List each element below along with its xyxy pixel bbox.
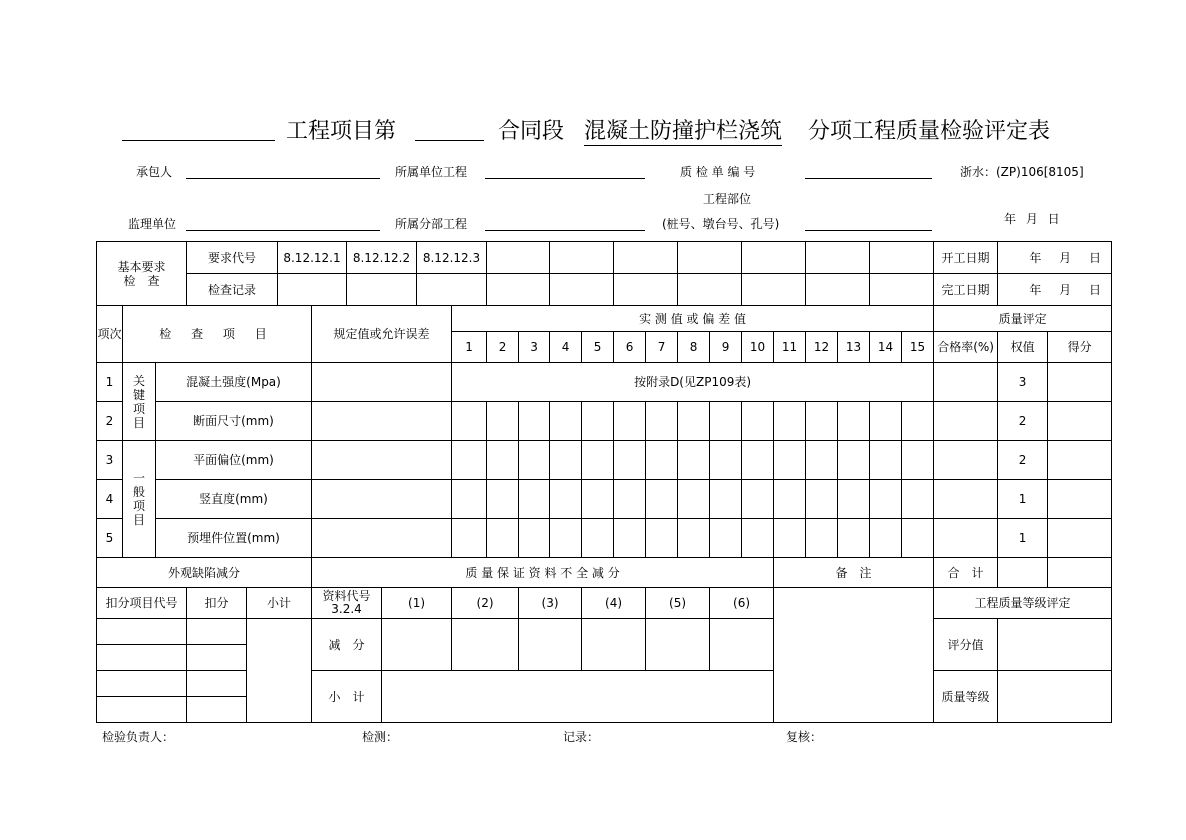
end-date-value[interactable]: 年 月 日 xyxy=(998,274,1112,306)
item-name: 平面偏位(mm) xyxy=(156,441,312,480)
table-row xyxy=(97,363,1112,402)
code-cell[interactable] xyxy=(614,242,678,274)
spec-cell[interactable] xyxy=(312,363,452,402)
measured-cell[interactable] xyxy=(614,519,646,558)
weight-value: 1 xyxy=(998,519,1048,558)
reduce-cell[interactable] xyxy=(382,619,452,671)
footer-review: 复核： xyxy=(786,730,823,744)
measured-cell[interactable] xyxy=(806,519,838,558)
measured-cell[interactable] xyxy=(452,402,487,441)
code-label: 要求代号 xyxy=(187,242,278,274)
score-value-cell[interactable] xyxy=(998,619,1112,671)
deduct-cell[interactable] xyxy=(187,697,247,723)
key-items-group: 关键项目 xyxy=(123,363,156,441)
pass-rate-header: 合格率(%) xyxy=(934,332,998,363)
measured-cell[interactable] xyxy=(838,480,870,519)
measured-cell[interactable] xyxy=(452,480,487,519)
spec-cell[interactable] xyxy=(312,441,452,480)
deduct-code-cell[interactable] xyxy=(97,671,187,697)
subtotal-cell[interactable] xyxy=(247,619,312,723)
measured-cell[interactable] xyxy=(902,519,934,558)
measured-cell[interactable] xyxy=(678,480,710,519)
measured-cell[interactable] xyxy=(487,402,519,441)
remark-cell[interactable] xyxy=(774,588,934,723)
weight-value: 3 xyxy=(998,363,1048,402)
measured-cell[interactable] xyxy=(774,480,806,519)
measured-cell[interactable] xyxy=(710,480,742,519)
row-number: 2 xyxy=(97,402,123,441)
record-cell[interactable] xyxy=(487,274,550,306)
general-items-group: 一般项目 xyxy=(123,441,156,558)
score-cell[interactable] xyxy=(1048,519,1112,558)
inspection-items-table xyxy=(96,305,1112,558)
doc-col-4: (4) xyxy=(582,588,646,619)
title-project: 混凝土防撞护栏浇筑 xyxy=(584,114,782,146)
measured-note: 按附录D(见ZP109表) xyxy=(452,363,934,402)
weight-header: 权值 xyxy=(998,332,1048,363)
measured-cell[interactable] xyxy=(870,480,902,519)
measured-cell[interactable] xyxy=(838,402,870,441)
measured-cell[interactable] xyxy=(774,441,806,480)
measured-cell[interactable] xyxy=(902,402,934,441)
measured-cell[interactable] xyxy=(870,519,902,558)
measured-cell[interactable] xyxy=(487,441,519,480)
measured-cell[interactable] xyxy=(614,480,646,519)
reduce-cell[interactable] xyxy=(519,619,582,671)
measured-cell[interactable] xyxy=(710,519,742,558)
total-label: 合 计 xyxy=(934,558,998,588)
doc-col-2: (2) xyxy=(452,588,519,619)
measure-col-10: 10 xyxy=(742,332,774,363)
measured-cell[interactable] xyxy=(710,402,742,441)
remark-header: 备 注 xyxy=(774,558,934,588)
weight-value: 1 xyxy=(998,480,1048,519)
title-part1: 工程项目第 xyxy=(286,119,397,144)
measure-col-14: 14 xyxy=(870,332,902,363)
measured-cell[interactable] xyxy=(774,519,806,558)
measure-col-3: 3 xyxy=(519,332,550,363)
division-label: 所属分部工程 xyxy=(395,217,468,231)
measured-cell[interactable] xyxy=(487,519,519,558)
measured-cell[interactable] xyxy=(870,402,902,441)
record-cell[interactable] xyxy=(347,274,417,306)
measured-cell[interactable] xyxy=(550,402,582,441)
record-cell[interactable] xyxy=(417,274,487,306)
score-cell[interactable] xyxy=(1048,480,1112,519)
spec-header: 规定值或允许误差 xyxy=(312,306,452,363)
table-row xyxy=(97,519,1112,558)
code-cell[interactable] xyxy=(487,242,550,274)
subtotal-header: 小计 xyxy=(247,588,312,619)
qa-deduction-header: 质 量 保 证 资 料 不 全 减 分 xyxy=(312,558,774,588)
grade-label: 质量等级 xyxy=(934,671,998,723)
measured-cell[interactable] xyxy=(806,402,838,441)
row-number: 5 xyxy=(97,519,123,558)
record-cell[interactable] xyxy=(742,274,806,306)
item-name: 混凝土强度(Mpa) xyxy=(156,363,312,402)
measured-cell[interactable] xyxy=(582,402,614,441)
record-cell[interactable] xyxy=(278,274,347,306)
measured-header: 实 测 值 或 偏 差 值 xyxy=(452,306,934,332)
measure-col-12: 12 xyxy=(806,332,838,363)
footer-inspect: 检测： xyxy=(362,730,399,744)
deduct-cell[interactable] xyxy=(187,671,247,697)
measure-col-5: 5 xyxy=(582,332,614,363)
measure-col-2: 2 xyxy=(487,332,519,363)
measured-cell[interactable] xyxy=(614,441,646,480)
measure-col-1: 1 xyxy=(452,332,487,363)
code-3: 8.12.12.3 xyxy=(417,242,487,274)
weight-value: 2 xyxy=(998,441,1048,480)
pass-rate-cell[interactable] xyxy=(934,402,998,441)
doc-code-header: 资料代号 3.2.4 xyxy=(312,588,382,619)
contractor-label: 承包人 xyxy=(136,165,173,179)
measured-cell[interactable] xyxy=(452,441,487,480)
measure-col-6: 6 xyxy=(614,332,646,363)
deduct-cell[interactable] xyxy=(187,619,247,645)
measured-cell[interactable] xyxy=(742,402,774,441)
measured-cell[interactable] xyxy=(806,480,838,519)
title-part2: 合同段 xyxy=(498,119,565,144)
measured-cell[interactable] xyxy=(678,402,710,441)
deduct-code-header: 扣分项目代号 xyxy=(97,588,187,619)
reduce-cell[interactable] xyxy=(452,619,519,671)
measured-cell[interactable] xyxy=(550,519,582,558)
score-cell[interactable] xyxy=(1048,363,1112,402)
measured-cell[interactable] xyxy=(742,519,774,558)
seq-header: 项次 xyxy=(97,306,123,363)
pass-rate-cell[interactable] xyxy=(934,363,998,402)
spec-cell[interactable] xyxy=(312,480,452,519)
measured-cell[interactable] xyxy=(519,519,550,558)
total-cell[interactable] xyxy=(1048,558,1112,588)
code-cell[interactable] xyxy=(550,242,614,274)
code-cell[interactable] xyxy=(806,242,870,274)
measured-cell[interactable] xyxy=(806,441,838,480)
appearance-deduction-header: 外观缺陷减分 xyxy=(97,558,312,588)
measure-col-7: 7 xyxy=(646,332,678,363)
doc-col-5: (5) xyxy=(646,588,710,619)
reduce-label: 减 分 xyxy=(312,619,382,671)
measured-cell[interactable] xyxy=(646,441,678,480)
measured-cell[interactable] xyxy=(870,441,902,480)
unit-project-label: 所属单位工程 xyxy=(395,165,468,179)
measure-col-13: 13 xyxy=(838,332,870,363)
weight-value: 2 xyxy=(998,402,1048,441)
title-part3: 分项工程质量检验评定表 xyxy=(808,119,1051,144)
spec-cell[interactable] xyxy=(312,402,452,441)
measured-cell[interactable] xyxy=(582,480,614,519)
row-number: 1 xyxy=(97,363,123,402)
measured-cell[interactable] xyxy=(742,441,774,480)
deduction-table xyxy=(96,557,1112,723)
measured-cell[interactable] xyxy=(742,480,774,519)
measure-col-15: 15 xyxy=(902,332,934,363)
measured-cell[interactable] xyxy=(902,441,934,480)
row-number: 4 xyxy=(97,480,123,519)
measured-cell[interactable] xyxy=(646,519,678,558)
measured-cell[interactable] xyxy=(838,519,870,558)
measured-cell[interactable] xyxy=(614,402,646,441)
score-header: 得分 xyxy=(1048,332,1112,363)
reduce-cell[interactable] xyxy=(710,619,774,671)
measured-cell[interactable] xyxy=(678,441,710,480)
measured-cell[interactable] xyxy=(550,480,582,519)
footer-record: 记录： xyxy=(563,730,600,744)
record-label: 检查记录 xyxy=(187,274,278,306)
measure-col-8: 8 xyxy=(678,332,710,363)
measured-cell[interactable] xyxy=(487,480,519,519)
table-row xyxy=(97,402,1112,441)
blank-contract-section[interactable] xyxy=(415,140,484,141)
measured-cell[interactable] xyxy=(519,480,550,519)
record-cell[interactable] xyxy=(614,274,678,306)
measured-cell[interactable] xyxy=(452,519,487,558)
end-date-label: 完工日期 xyxy=(934,274,998,306)
footer-responsible: 检验负责人： xyxy=(102,730,175,744)
sub-cell[interactable] xyxy=(382,671,774,723)
measure-col-4: 4 xyxy=(550,332,582,363)
doc-col-6: (6) xyxy=(710,588,774,619)
measured-cell[interactable] xyxy=(678,519,710,558)
unit-project-field[interactable] xyxy=(485,178,645,179)
location-sub-label: (桩号、墩台号、孔号) xyxy=(662,217,780,231)
doc-col-1: (1) xyxy=(382,588,452,619)
record-cell[interactable] xyxy=(678,274,742,306)
code-cell[interactable] xyxy=(678,242,742,274)
reduce-cell[interactable] xyxy=(646,619,710,671)
contractor-field[interactable] xyxy=(186,178,380,179)
measured-cell[interactable] xyxy=(582,441,614,480)
basic-check-label: 基本要求 检 查 xyxy=(97,242,187,306)
start-date-label: 开工日期 xyxy=(934,242,998,274)
pass-rate-cell[interactable] xyxy=(934,441,998,480)
deduct-header: 扣分 xyxy=(187,588,247,619)
form-code: 浙水：(ZP)106[8105] xyxy=(960,165,1084,179)
deduct-cell[interactable] xyxy=(187,645,247,671)
measured-cell[interactable] xyxy=(582,519,614,558)
item-header: 检 查 项 目 xyxy=(123,306,312,363)
grade-cell[interactable] xyxy=(998,671,1112,723)
score-cell[interactable] xyxy=(1048,402,1112,441)
code-2: 8.12.12.2 xyxy=(347,242,417,274)
reduce-cell[interactable] xyxy=(582,619,646,671)
division-field[interactable] xyxy=(485,230,645,231)
measured-cell[interactable] xyxy=(838,441,870,480)
code-cell[interactable] xyxy=(742,242,806,274)
measured-cell[interactable] xyxy=(519,402,550,441)
measured-cell[interactable] xyxy=(550,441,582,480)
score-cell[interactable] xyxy=(1048,441,1112,480)
code-cell[interactable] xyxy=(870,242,934,274)
measured-cell[interactable] xyxy=(519,441,550,480)
record-cell[interactable] xyxy=(870,274,934,306)
measured-cell[interactable] xyxy=(646,480,678,519)
item-name: 断面尺寸(mm) xyxy=(156,402,312,441)
measure-col-9: 9 xyxy=(710,332,742,363)
blank-project-name[interactable] xyxy=(122,140,275,141)
measured-cell[interactable] xyxy=(646,402,678,441)
basic-requirements-table xyxy=(96,241,1112,306)
item-name: 竖直度(mm) xyxy=(156,480,312,519)
pass-rate-cell[interactable] xyxy=(934,480,998,519)
quality-header: 质量评定 xyxy=(934,306,1112,332)
grade-eval-header: 工程质量等级评定 xyxy=(934,588,1112,619)
sub-label: 小 计 xyxy=(312,671,382,723)
inspection-no-field[interactable] xyxy=(805,178,932,179)
location-label: 工程部位 xyxy=(703,192,752,206)
deduct-code-cell[interactable] xyxy=(97,645,187,671)
deduct-code-cell[interactable] xyxy=(97,619,187,645)
record-cell[interactable] xyxy=(550,274,614,306)
item-name: 预埋件位置(mm) xyxy=(156,519,312,558)
measured-cell[interactable] xyxy=(902,480,934,519)
supervisor-field[interactable] xyxy=(186,230,380,231)
row-number: 3 xyxy=(97,441,123,480)
total-cell[interactable] xyxy=(998,558,1048,588)
score-value-label: 评分值 xyxy=(934,619,998,671)
table-row xyxy=(97,480,1112,519)
measured-cell[interactable] xyxy=(774,402,806,441)
table-row xyxy=(97,441,1112,480)
record-cell[interactable] xyxy=(806,274,870,306)
start-date-value[interactable]: 年 月 日 xyxy=(998,242,1112,274)
supervisor-label: 监理单位 xyxy=(128,217,177,231)
code-1: 8.12.12.1 xyxy=(278,242,347,274)
inspection-no-label: 质 检 单 编 号 xyxy=(680,165,756,179)
deduct-code-cell[interactable] xyxy=(97,697,187,723)
spec-cell[interactable] xyxy=(312,519,452,558)
header-date: 年 月 日 xyxy=(1004,212,1060,226)
measured-cell[interactable] xyxy=(710,441,742,480)
doc-col-3: (3) xyxy=(519,588,582,619)
location-field[interactable] xyxy=(805,230,932,231)
pass-rate-cell[interactable] xyxy=(934,519,998,558)
measure-col-11: 11 xyxy=(774,332,806,363)
